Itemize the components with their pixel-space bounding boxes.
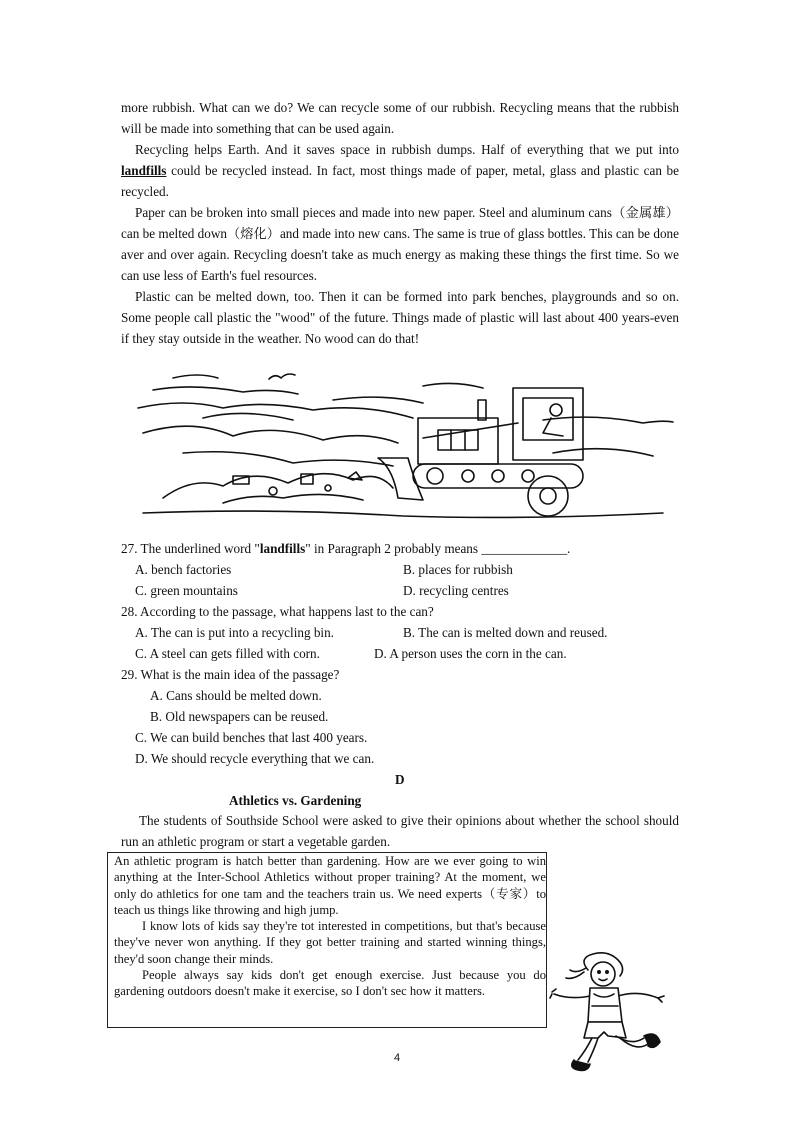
- q27-option-d[interactable]: D. recycling centres: [403, 583, 509, 598]
- q28-option-a[interactable]: A. The can is put into a recycling bin.: [135, 625, 334, 640]
- q28-option-c[interactable]: C. A steel can gets filled with corn.: [135, 646, 320, 661]
- running-girl-illustration: [548, 950, 676, 1082]
- question-29: 29. What is the main idea of the passage?: [121, 667, 340, 682]
- paragraph-4: Plastic can be melted down, too. Then it can be formed into park benches, playgrounds and so on. Some people call plastic the "wood" of the future. Things made of plastic will last about 400 years-even if they stay outside in the weather. No wood can do that!: [121, 289, 679, 346]
- paragraph-2: [121, 139, 679, 202]
- underlined-word-landfills: landfills: [121, 163, 167, 178]
- q28-option-d[interactable]: D. A person uses the corn in the can.: [374, 646, 567, 661]
- q27-option-b[interactable]: B. places for rubbish: [403, 562, 513, 577]
- opinion-paragraph-2: I know lots of kids say they're tot interested in competitions, but that's because they've never won anything. If they got better training and started winning things, they'd soon change their minds.: [114, 919, 546, 966]
- opinion-paragraph-3: People always say kids don't get enough exercise. Just because you do gardening outdoors doesn't make it exercise, so I don't sec how it matters.: [114, 968, 546, 999]
- paragraph-1-continued: more rubbish. What can we do? We can recycle some of our rubbish. Recycling means that the rubbish will be made into something that can be used again.: [121, 100, 679, 136]
- q27-option-c[interactable]: C. green mountains: [135, 583, 238, 598]
- paragraph-2-start: Recycling helps Earth. And it saves space in rubbish dumps. Half of everything that we put into: [135, 142, 679, 157]
- q29-option-c[interactable]: C. We can build benches that last 400 years.: [135, 730, 368, 745]
- section-letter: D: [395, 772, 405, 787]
- bulldozer-illustration: [123, 348, 677, 530]
- q28-option-b[interactable]: B. The can is melted down and reused.: [403, 625, 608, 640]
- opinion-box: [107, 852, 547, 1028]
- question-27-stem: 27. The underlined word ": [121, 541, 260, 556]
- q29-option-a[interactable]: A. Cans should be melted down.: [150, 688, 322, 703]
- opinion-paragraph-1: An athletic program is hatch better than gardening. How are we ever going to win anything at the Inter-School Athletics without proper training? At the moment, we only do athletics for one tam and the teachers train us. We need experts（专家）to teach us things like throwing and high jump.: [114, 854, 546, 917]
- q29-option-b[interactable]: B. Old newspapers can be reused.: [150, 709, 329, 724]
- section-title: Athletics vs. Gardening: [229, 793, 362, 808]
- question-27-keyword: landfills: [259, 541, 306, 556]
- page-number: 4: [394, 1052, 401, 1064]
- paragraph-3: Paper can be broken into small pieces and made into new paper. Steel and aluminum cans（金属雄）can be melted down（熔化）and made into new cans. The same is true of glass bottles. This can be done aver and over again. Recycling doesn't take as much energy as making these things the first time. So we can use less of Earth's fuel resources.: [121, 205, 679, 283]
- q29-option-d[interactable]: D. We should recycle everything that we can.: [135, 751, 375, 766]
- question-27: [121, 538, 570, 559]
- q27-option-a[interactable]: A. bench factories: [135, 562, 232, 577]
- section-intro: The students of Southside School were asked to give their opinions about whether the school should run an athletic program or start a vegetable garden.: [121, 813, 679, 849]
- question-28: 28. According to the passage, what happens last to the can?: [121, 604, 434, 619]
- paragraph-2-end: could be recycled instead. In fact, most things made of paper, metal, glass and plastic can be recycled.: [121, 163, 679, 199]
- question-27-blank: " in Paragraph 2 probably means _____________.: [305, 541, 571, 556]
